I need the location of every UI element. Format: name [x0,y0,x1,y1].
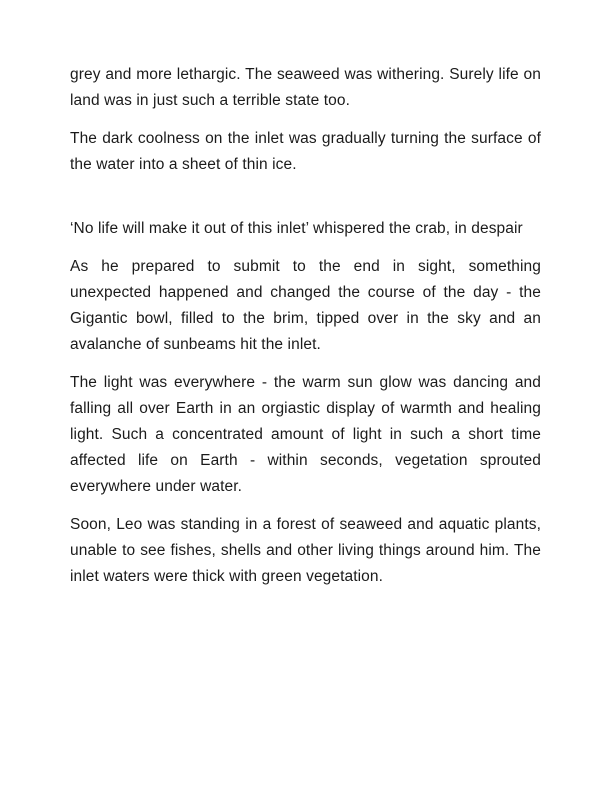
paragraph-crab-quote: ‘No life will make it out of this inlet’ whispered the crab, in despair [70,220,523,237]
paragraph-light-everywhere: The light was everywhere - the warm sun glow was dancing and falling all over Earth in an orgiastic display of warmth and healing light. Such a concentrated amount of light in such a short time affected life on Earth - within seconds, vegetation sprouted everywhere under water. [70,374,541,495]
paragraph-leo-forest: Soon, Leo was standing in a forest of seaweed and aquatic plants, unable to see fishes, shells and other living things around him. The inlet waters were thick with green vegetation. [70,516,541,585]
paragraph-seaweed-withering: grey and more lethargic. The seaweed was withering. Surely life on land was in just such a terrible state too. [70,66,541,109]
paragraph-gigantic-bowl: As he prepared to submit to the end in sight, something unexpected happened and changed the course of the day - the Gigantic bowl, filled to the brim, tipped over in the sky and an avalanche of sunbeams hit the inlet. [70,258,541,353]
paragraph-dark-coolness: The dark coolness on the inlet was gradually turning the surface of the water into a sheet of thin ice. [70,130,541,173]
